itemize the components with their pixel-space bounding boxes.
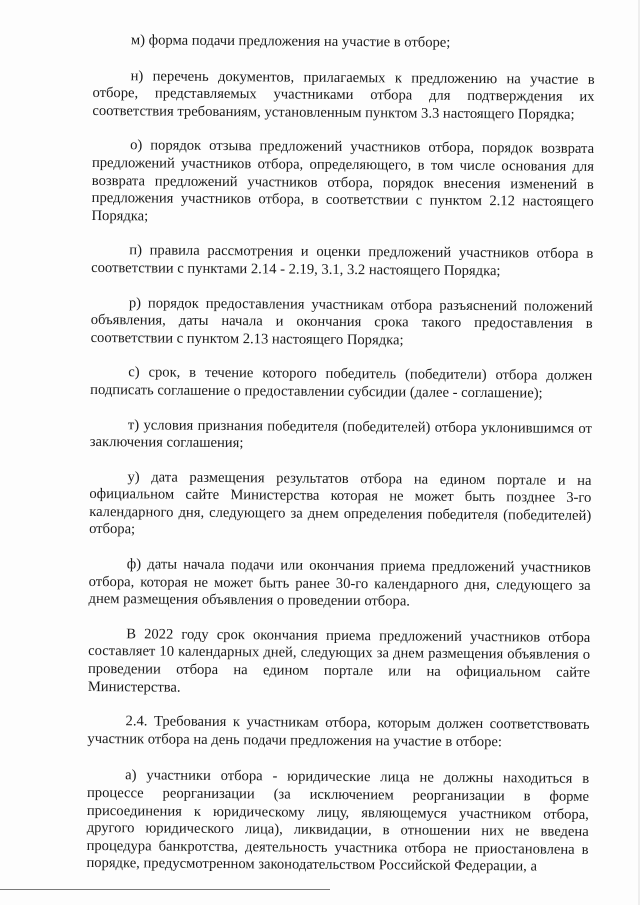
paragraph-item-m: м) форма подачи предложения на участие в отборе; bbox=[130, 32, 451, 51]
paragraph-item-s: с) срок, в течение которого победитель (победители) отбора должен подписать соглашение о предоставлении субсидии (далее - соглашение); bbox=[90, 364, 593, 402]
paragraph-item-a: а) участники отбора - юридические лица не должны находиться в процессе реорганизации (за исключением реорганизации в форме присоединения к юридическому лицу, являющемуся участником отбора, другого юридического лица), ликвидации, в отношении них не введена процедура банкротства, деятельность участника отбора не приостановлена в порядке, предусмотренном законодательством Российской Федерации, а bbox=[86, 767, 590, 875]
paragraph-item-t: т) условия признания победителя (победителей) отбора уклонившимся от заключения соглашения; bbox=[89, 416, 592, 452]
paragraph-item-u: у) дата размещения результатов отбора на едином портале и на официальном сайте Министерства которая не может быть позднее 3-го календарного дня, следующего за днем определения победителя (победителей) отбора; bbox=[89, 468, 592, 538]
paragraph-item-p: п) правила рассмотрения и оценки предложений участников отбора в соответствии с пунктами 2.14 - 2.19, 3.1, 3.2 настоящего Порядка; bbox=[91, 242, 594, 280]
paragraph-deadline-2022: В 2022 году срок окончания приема предложений участников отбора составляет 10 календарных дней, следующих за днем размещения объявления о проведении отбора на едином портале или на официальном сайте Министерства. bbox=[87, 626, 591, 696]
paragraph-section-2-4: 2.4. Требования к участникам отбора, которым должен соответствовать участник отбора на день подачи предложения на участие в отборе: bbox=[87, 713, 590, 751]
paragraph-item-r: р) порядок предоставления участникам отбора разъяснений положений объявления, даты начала и окончания срока такого предоставления в соответствии с пунктом 2.13 настоящего Порядка; bbox=[90, 294, 593, 349]
paragraph-item-o: о) порядок отзыва предложений участников отбора, порядок возврата предложений участников отбора, определяющего, в том числе основания для возврата предложений участников отбора, порядок внесения изменений в предложения участников отбора, в соответствии с пунктом 2.12 настоящего Порядка; bbox=[91, 137, 595, 225]
paragraph-item-n: н) перечень документов, прилагаемых к предложению на участие в отборе, представляемых участниками отбора для подтверждения их соответствия требованиям, установленным пунктом 3.3 настоящего Порядка; bbox=[92, 67, 595, 123]
paragraph-item-f: ф) даты начала подачи или окончания приема предложений участников отбора, которая не может быть ранее 30-го календарного дня, следующего за днем размещения объявления о проведении отбора. bbox=[88, 556, 591, 610]
document-body bbox=[86, 32, 595, 894]
bottom-divider bbox=[0, 889, 330, 890]
